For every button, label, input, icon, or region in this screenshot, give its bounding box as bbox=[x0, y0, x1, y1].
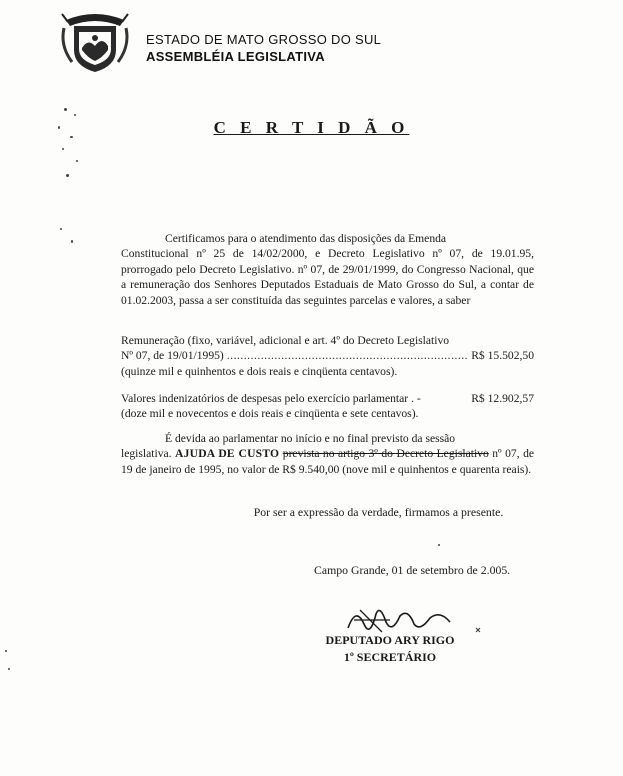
scan-speck bbox=[62, 148, 64, 150]
remuneration-label: Remuneração (fixo, variável, adicional e art. 4º do Decreto Legislativo bbox=[121, 334, 450, 347]
allowance-title: AJUDA DE CUSTO bbox=[175, 447, 280, 461]
remuneration-amount-row bbox=[121, 348, 534, 363]
signer-block bbox=[295, 633, 485, 665]
remuneration-in-words: (quinze mil e quinhentos e dois reais e cinqüenta centavos). bbox=[121, 364, 398, 378]
indemnity-item bbox=[121, 391, 534, 422]
state-name: ESTADO DE MATO GROSSO DO SUL bbox=[146, 32, 382, 47]
signer-role: 1º SECRETÁRIO bbox=[343, 650, 437, 664]
allowance-post: nº 07, de 19 de janeiro de 1995, no valor de R$ 9.540,00 (nove mil e quinhentos e quarenta reais). bbox=[121, 447, 535, 476]
scan-speck bbox=[76, 160, 78, 162]
remuneration-amount: R$ 15.502,50 bbox=[471, 349, 534, 363]
scan-speck bbox=[60, 228, 62, 230]
remuneration-decree: Nº 07, de 19/01/1995) bbox=[121, 349, 224, 363]
signer-name: DEPUTADO ARY RIGO bbox=[325, 633, 455, 647]
paragraph-body: Constitucional nº 25 de 14/02/2000, e Decreto Legislativo nº 07, de 19.01.95, prorrogado pelo Decreto Legislativo. nº 07, de 29/01/1999, do Congresso Nacional, que a remuneração dos Senhores Deputados Estaduais de Mato Grosso do Sul, a contar de 01.02.2003, passa a ser constituída das seguintes parcelas e valores, a saber bbox=[121, 247, 534, 307]
organization-header bbox=[146, 32, 381, 64]
paragraph-first-line: Certificamos para o atendimento das disposições da Emenda bbox=[165, 232, 447, 245]
assembly-name: ASSEMBLÉIA LEGISLATIVA bbox=[146, 49, 325, 64]
scan-speck bbox=[71, 240, 73, 243]
allowance-body bbox=[121, 446, 534, 477]
scan-speck bbox=[438, 544, 440, 546]
allowance-first-line: É devida ao parlamentar no início e no final previsto da sessão bbox=[165, 432, 456, 445]
coat-of-arms-icon bbox=[56, 6, 134, 74]
indemnity-label: Valores indenizatórios de despesas pelo exercício parlamentar . - bbox=[121, 392, 421, 405]
scan-speck bbox=[66, 174, 69, 177]
dot-leader bbox=[227, 348, 468, 363]
remuneration-item bbox=[121, 333, 534, 379]
closing-statement: Por ser a expressão da verdade, firmamos a presente. bbox=[253, 505, 504, 519]
scan-speck bbox=[8, 668, 10, 670]
travel-allowance-paragraph bbox=[121, 431, 534, 477]
certification-paragraph bbox=[121, 231, 534, 308]
allowance-pre: legislativa. bbox=[121, 447, 172, 461]
city-date: Campo Grande, 01 de setembro de 2.005. bbox=[314, 563, 511, 577]
scan-speck bbox=[5, 650, 7, 652]
indemnity-amount: R$ 12.902,57 bbox=[471, 392, 534, 405]
scan-speck bbox=[64, 108, 67, 111]
document-title: C E R T I D Ã O bbox=[213, 118, 410, 137]
indemnity-in-words: (doze mil e novecentos e dois reais e cinqüenta e sete centavos). bbox=[121, 407, 419, 421]
scan-speck bbox=[74, 114, 76, 116]
indemnity-amount-row bbox=[121, 391, 534, 406]
allowance-struck-text: prevista no artigo 3º do Decreto Legislativo bbox=[282, 447, 489, 461]
